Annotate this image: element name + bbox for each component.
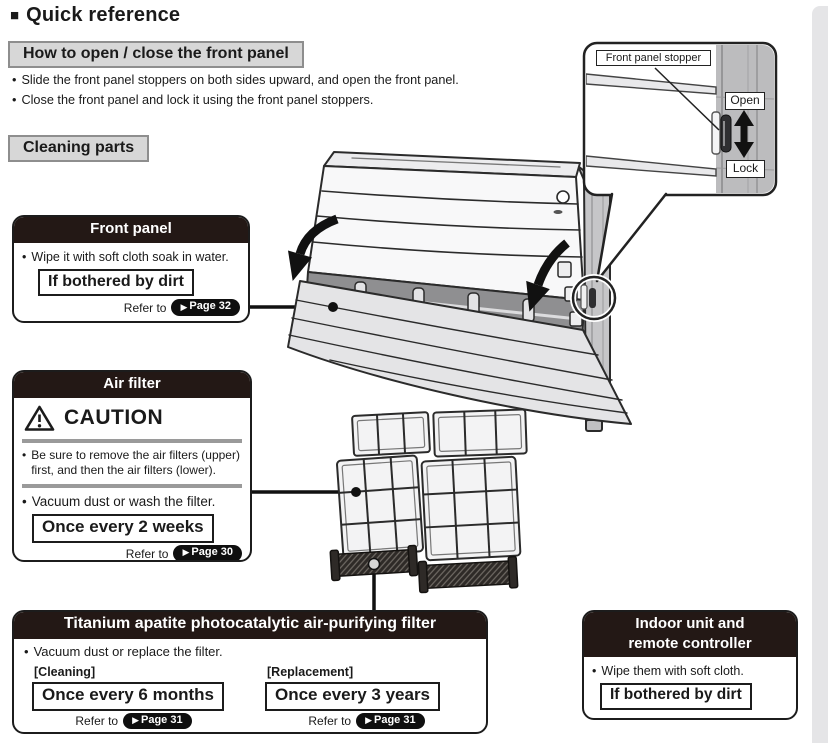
refer-to-label: Refer to — [123, 300, 167, 315]
page-ref-button[interactable] — [173, 545, 242, 562]
divider — [22, 484, 242, 488]
condition-box: If bothered by dirt — [600, 683, 752, 710]
indoor-unit-drawing — [288, 152, 631, 431]
card-title — [584, 612, 796, 657]
open-label: Open — [725, 92, 765, 110]
front-panel-pointer-dot — [328, 302, 338, 312]
card-title: Front panel — [14, 217, 248, 243]
instruction-text: Slide the front panel stoppers on both sides upward, and open the front panel. — [21, 73, 459, 87]
cleaning-column — [24, 663, 243, 730]
page-ref-text: Page 30 — [191, 546, 233, 559]
play-arrow-icon: ▶ — [182, 547, 190, 558]
card-title-line: Indoor unit and — [635, 615, 745, 632]
care-instruction: • Wipe them with soft cloth. — [592, 664, 744, 678]
card-title: Titanium apatite photocatalytic air-purifying filter — [14, 612, 486, 639]
bullet-icon: • — [22, 249, 27, 264]
frequency-box: Once every 2 weeks — [32, 514, 214, 543]
section-header-open-close: How to open / close the front panel — [8, 41, 304, 68]
caution-instruction: • Be sure to remove the air filters (upper) first, and then the air filters (lower). — [22, 447, 240, 478]
air-filter-pointer-dot — [351, 487, 361, 497]
lock-label: Lock — [726, 160, 765, 178]
play-arrow-icon: ▶ — [180, 301, 188, 312]
instruction-bullet — [12, 71, 459, 91]
condition-box: If bothered by dirt — [38, 269, 194, 297]
card-titanium-filter — [12, 610, 488, 734]
card-front-panel — [12, 215, 250, 323]
purifying-filter-pointer-dot — [369, 559, 380, 570]
caution-heading — [22, 402, 242, 434]
care-instruction: • Wipe it with soft cloth soak in water. — [22, 249, 229, 264]
card-title: Air filter — [14, 372, 250, 398]
page-ref-text: Page 32 — [189, 300, 231, 313]
air-filters-drawing — [337, 409, 527, 560]
care-instruction: • Vacuum dust or wash the filter. — [22, 493, 216, 509]
page-ref-text: Page 31 — [374, 713, 416, 726]
page-ref-text: Page 31 — [141, 713, 183, 726]
refer-to-label: Refer to — [125, 546, 169, 561]
card-title-line: remote controller — [628, 634, 752, 652]
play-arrow-icon: ▶ — [365, 714, 372, 725]
column-label: [Cleaning] — [34, 664, 96, 679]
bullet-icon: • — [592, 664, 597, 678]
divider — [22, 439, 242, 443]
section-header-cleaning-parts: Cleaning parts — [8, 135, 149, 162]
page-ref-button[interactable] — [356, 713, 425, 730]
bullet-icon: • — [22, 447, 27, 462]
bullet-icon: • — [12, 73, 17, 87]
bullet-icon: • — [22, 493, 27, 509]
bullet-icon: • — [12, 92, 17, 107]
card-air-filter — [12, 370, 252, 562]
page-title — [10, 4, 180, 27]
refer-to-label: Refer to — [75, 714, 119, 728]
page-ref-button[interactable] — [171, 299, 240, 316]
instruction-bullet — [12, 91, 459, 111]
page-title-text: Quick reference — [26, 4, 181, 26]
column-label: [Replacement] — [267, 664, 354, 679]
frequency-box: Once every 6 months — [32, 682, 224, 711]
instruction-text: Close the front panel and lock it using the front panel stoppers. — [21, 92, 374, 107]
page-ref-button[interactable] — [123, 713, 192, 730]
caution-triangle-icon — [24, 404, 55, 432]
care-instruction: • Vacuum dust or replace the filter. — [24, 643, 223, 659]
front-panel-stopper-label: Front panel stopper — [596, 50, 711, 66]
caution-title: CAUTION — [64, 405, 164, 429]
frequency-box: Once every 3 years — [265, 682, 440, 711]
replacement-column — [257, 663, 476, 730]
bullet-icon: • — [24, 643, 29, 659]
refer-to-label: Refer to — [308, 714, 352, 728]
play-arrow-icon: ▶ — [132, 714, 139, 725]
square-bullet-icon: ■ — [10, 7, 20, 24]
open-close-instructions — [12, 71, 459, 110]
card-indoor-unit — [582, 610, 798, 720]
